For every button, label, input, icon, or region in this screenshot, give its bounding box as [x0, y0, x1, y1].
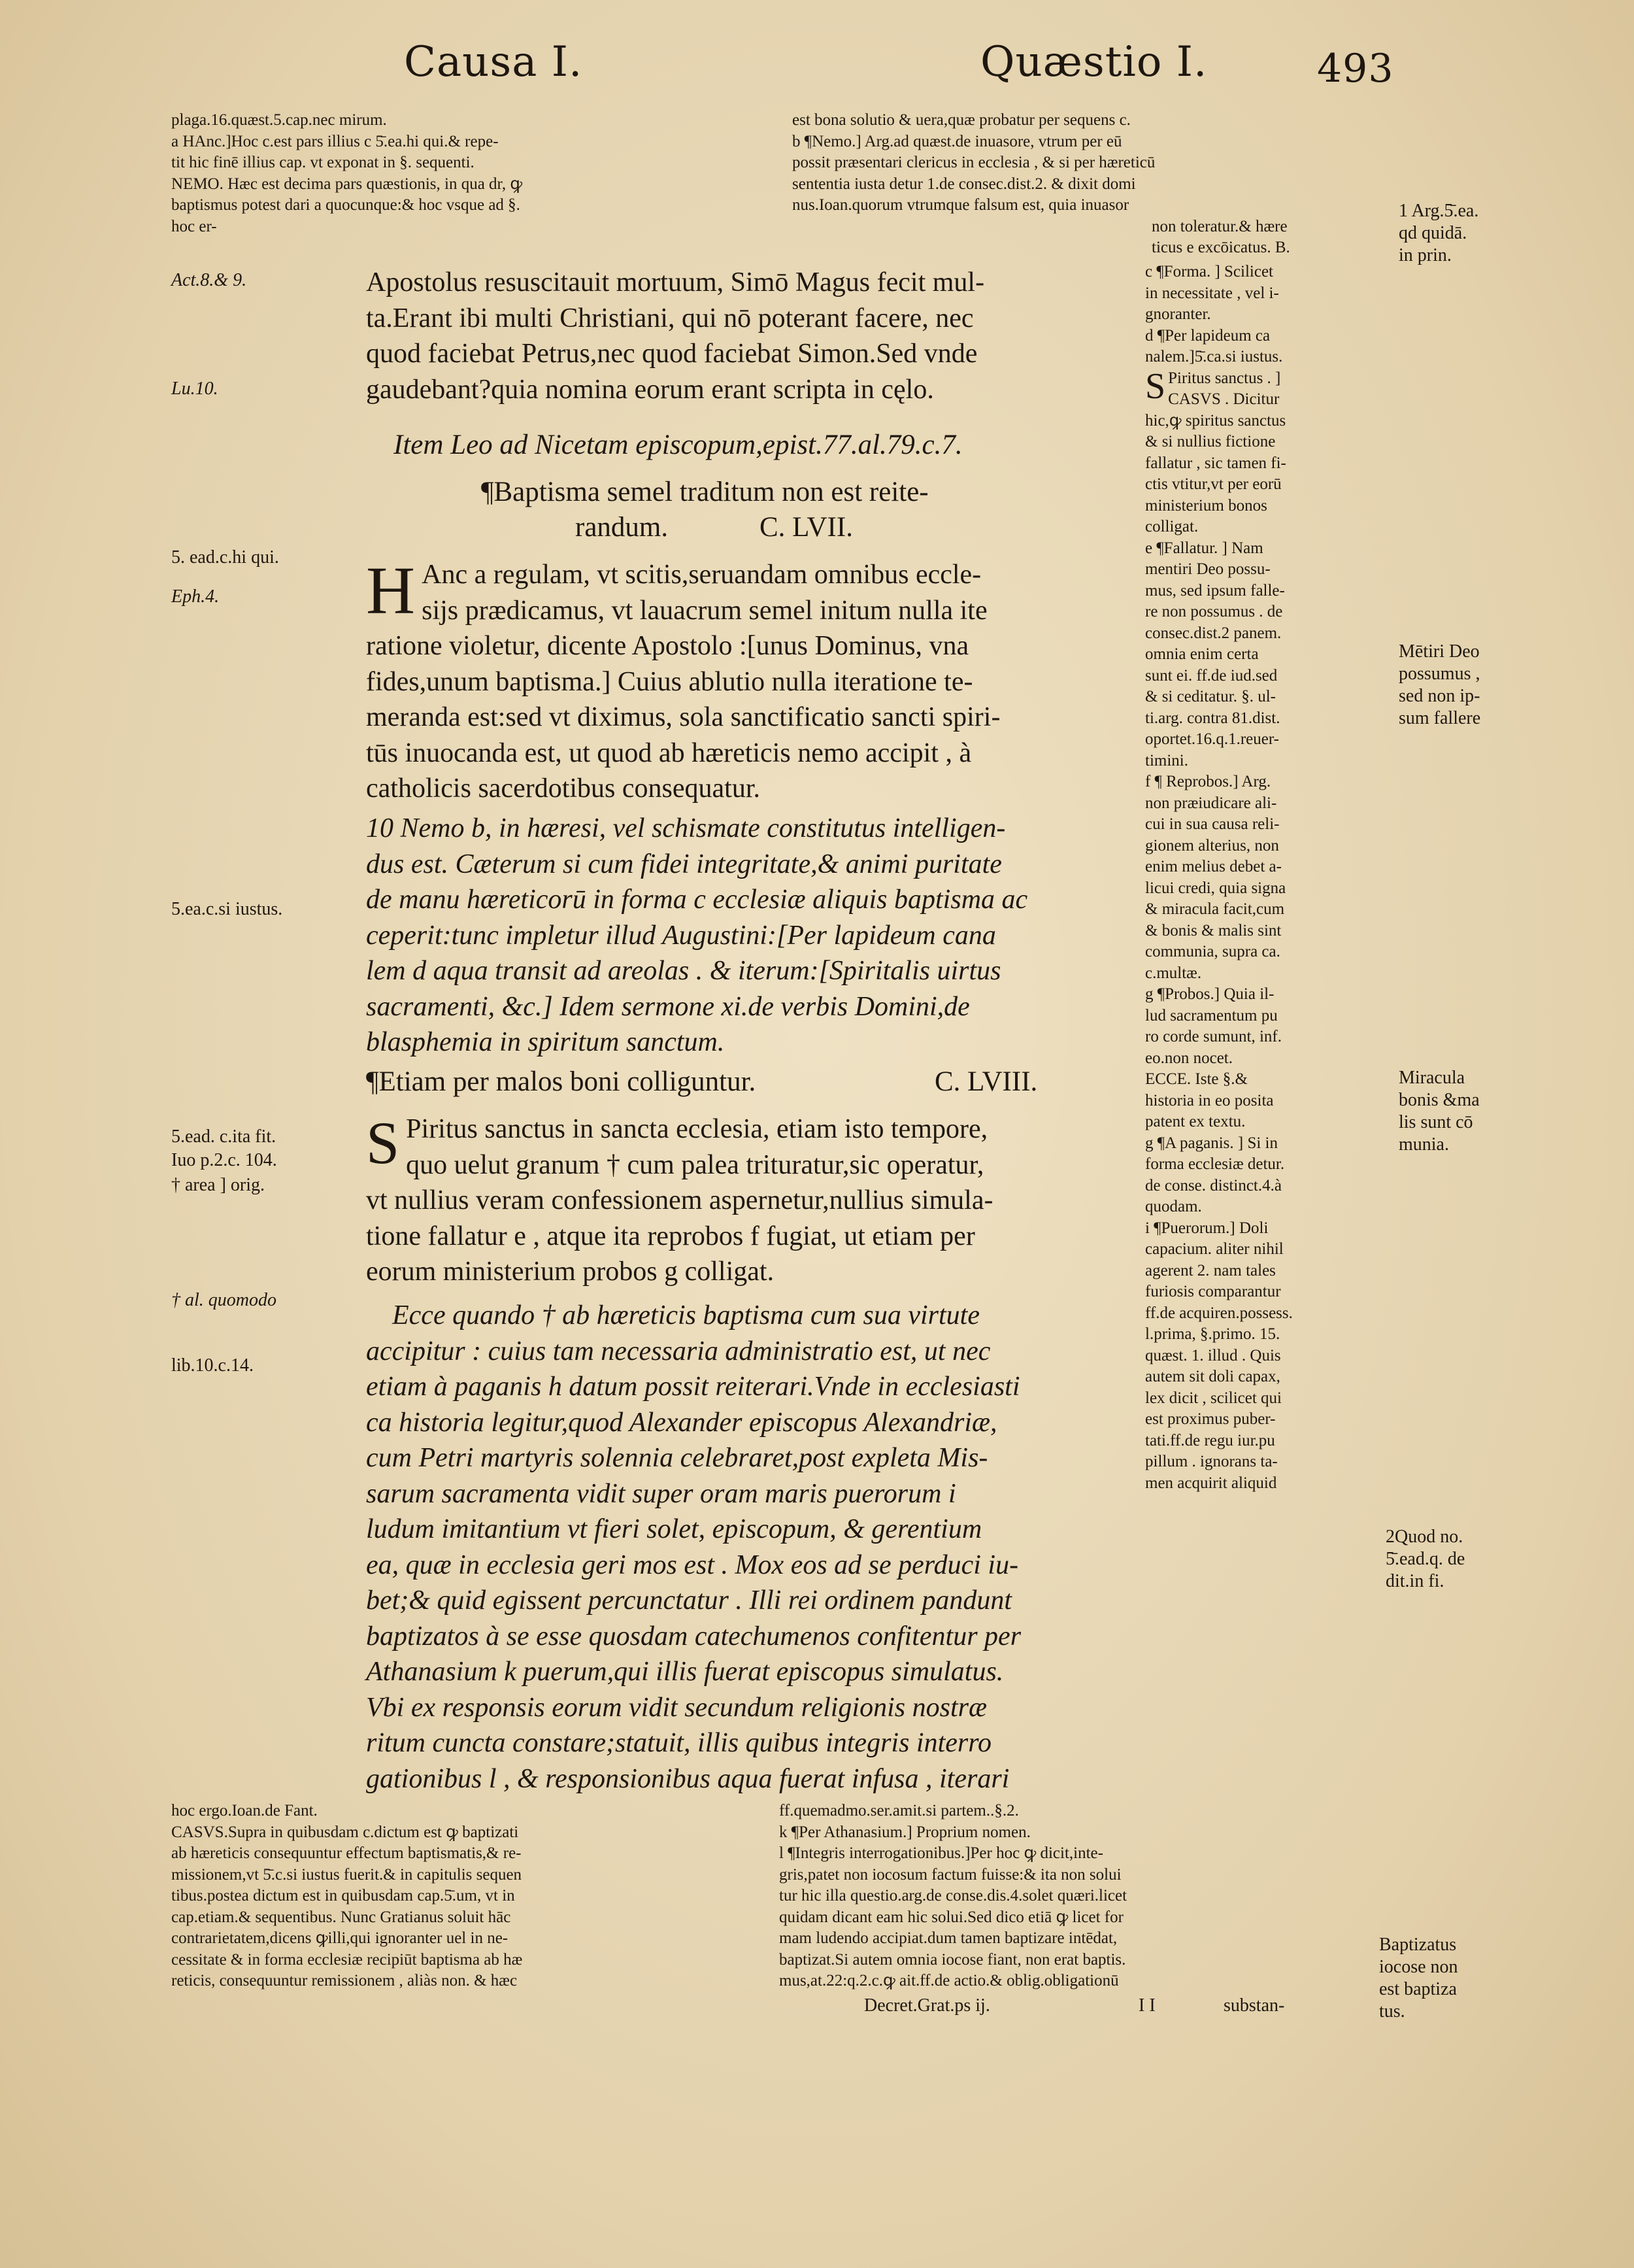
gloss-line: est bona solutio & uera,quæ probatur per sequens c. — [792, 111, 1131, 129]
chapter-58-summary: ¶Etiam per malos boni colliguntur. — [366, 1066, 756, 1097]
catchword-number: I I — [1139, 1995, 1156, 2016]
gloss-line: reticis, consequuntur remissionem , aliàs non. & hæc — [171, 1972, 518, 1989]
gloss-line: furiosis comparantur — [1145, 1283, 1281, 1300]
gloss-line: NEMO. Hæc est decima pars quæstionis, in qua dr, ꝙ — [171, 175, 523, 193]
gloss-line: hic,ꝙ spiritus sanctus — [1145, 411, 1286, 430]
gloss-line: CASVS . Dicitur — [1168, 390, 1280, 408]
text-line: ludum imitantium vt fieri solet, episcopum, & gerentium — [366, 1514, 982, 1544]
gloss-line: non toleratur.& hære — [1152, 217, 1288, 235]
ecce-paragraph — [366, 1298, 1124, 1797]
gloss-line: g ¶A paganis. ] Si in — [1145, 1134, 1278, 1152]
nemo-paragraph — [366, 811, 1124, 1060]
gloss-line: nus.Ioan.quorum vtrumque falsum est, quia inuasor — [792, 196, 1129, 214]
gloss-line: omnia enim certa — [1145, 645, 1259, 663]
text-line: sarum sacramenta vidit super oram maris puerorum i — [366, 1478, 956, 1509]
gloss-line: tit hic finē illius cap. vt exponat in §. sequenti. — [171, 154, 475, 171]
gloss-line: enim melius debet a- — [1145, 858, 1282, 875]
text-line: de manu hæreticorū in forma c ecclesiæ aliquis baptisma ac — [366, 885, 1028, 915]
gloss-line: ff.quemadmo.ser.amit.si partem..§.2. — [779, 1802, 1019, 1819]
gloss-line: capacium. aliter nihil — [1145, 1240, 1284, 1258]
gloss-line: licui credi, quia signa — [1145, 879, 1286, 897]
margin-line: Miracula — [1399, 1068, 1465, 1088]
margin-line: dit.in fi. — [1386, 1571, 1444, 1591]
gloss-line: & si nullius fictione — [1145, 433, 1276, 450]
text-line: Apostolus resuscitauit mortuum, Simō Magus fecit mul- — [366, 267, 985, 297]
text-line: sacramenti, &c.] Idem sermone xi.de verbis Domini,de — [366, 991, 970, 1022]
text-line: meranda est:sed vt diximus, sola sanctificatio sancti spiri- — [366, 702, 1001, 732]
gloss-line: mentiri Deo possu- — [1145, 560, 1271, 578]
gloss-line: e ¶Fallatur. ] Nam — [1145, 539, 1263, 557]
text-line: dus est. Cæterum si cum fidei integritate,& animi puritate — [366, 849, 1002, 879]
gloss-line: autem sit doli capax, — [1145, 1368, 1280, 1385]
gloss-line: de conse. distinct.4.à — [1145, 1176, 1282, 1194]
gloss-line: cessitate & in forma ecclesiæ recipiūt baptisma ab hæ — [171, 1950, 523, 1969]
margin-line: munia. — [1399, 1134, 1449, 1155]
text-line: ca historia legitur,quod Alexander episcopus Alexandriæ, — [366, 1407, 997, 1438]
gloss-line: l.prima, §.primo. 15. — [1145, 1325, 1280, 1343]
margin-line: bonis &ma — [1399, 1090, 1480, 1110]
gloss-probos — [1145, 984, 1387, 1069]
drop-cap-h: H — [366, 553, 416, 628]
gloss-line: ticus e excōicatus. B. — [1152, 239, 1290, 256]
gloss-line: agerent 2. nam tales — [1145, 1261, 1276, 1279]
text-line: ceperit:tunc impletur illud Augustini:[Per lapideum cana — [366, 920, 996, 951]
text-line: baptizatos à se esse quosdam catechumenos confitentur per — [366, 1621, 1022, 1651]
bottom-gloss-right — [779, 1801, 1380, 1992]
gloss-line: men acquirit aliquid — [1145, 1474, 1277, 1492]
gloss-line: k ¶Per Athanasium.] Proprium nomen. — [779, 1823, 1031, 1841]
gloss-forma — [1145, 262, 1387, 326]
gloss-spiritus — [1145, 365, 1387, 538]
running-head-left: Causa I. — [404, 38, 583, 86]
gloss-line: hoc er- — [171, 217, 217, 235]
margin-note-quomodo: † al. quomodo — [171, 1290, 276, 1310]
margin-note-hi-qui: 5. ead.c.hi qui. — [171, 547, 279, 567]
gloss-line: est proximus puber- — [1145, 1410, 1276, 1428]
text-line: sijs prædicamus, vt lauacrum semel initum nulla ite — [422, 595, 988, 626]
margin-note-area: † area ] orig. — [171, 1175, 265, 1195]
gloss-line: plaga.16.quæst.5.cap.nec mirum. — [171, 111, 387, 129]
gloss-line: forma ecclesiæ detur. — [1145, 1155, 1285, 1173]
margin-line: est baptiza — [1379, 1979, 1457, 1999]
gloss-line: timini. — [1145, 751, 1188, 770]
folio-number: 493 — [1317, 46, 1394, 92]
margin-line: lis sunt cō — [1399, 1112, 1473, 1132]
gloss-line: CASVS.Supra in quibusdam c.dictum est ꝙ baptizati — [171, 1823, 519, 1841]
intro-text — [366, 265, 1124, 407]
text-line: cum Petri martyris solennia celebraret,post expleta Mis- — [366, 1443, 988, 1473]
gloss-line: & bonis & malis sint — [1145, 921, 1282, 939]
text-line: 10 Nemo b, in hæresi, vel schismate constitutus intelligen- — [366, 813, 1006, 843]
margin-line: Baptizatus — [1379, 1935, 1457, 1955]
top-gloss-left — [171, 110, 779, 237]
gloss-line: possit præsentari clericus in ecclesia , & si per hæreticū — [792, 154, 1156, 171]
gloss-line: & miracula facit,cum — [1145, 900, 1285, 918]
margin-note-acts: Act.8.& 9. — [171, 270, 247, 290]
gloss-line: quæst. 1. illud . Quis — [1145, 1346, 1281, 1364]
margin-note-si-iustus: 5.ea.c.si iustus. — [171, 899, 283, 919]
gloss-paganis — [1145, 1133, 1387, 1218]
gloss-line: tati.ff.de regu iur.pu — [1145, 1431, 1275, 1449]
gloss-line: oportet.16.q.1.reuer- — [1145, 730, 1279, 748]
gloss-line: historia in eo posita — [1145, 1091, 1274, 1109]
text-line: eorum ministerium probos g colligat. — [366, 1257, 775, 1287]
margin-line: tus. — [1379, 2001, 1405, 2022]
rubric-leo: Item Leo ad Nicetam episcopum,epist.77.al.79.c.7. — [393, 430, 963, 460]
text-line: Ecce quando † ab hæreticis baptisma cum sua virtute — [392, 1300, 980, 1330]
gloss-line: gionem alterius, non — [1145, 836, 1279, 855]
gloss-line: tibus.postea dictum est in quibusdam cap.5̄.um, vt in — [171, 1887, 515, 1904]
gloss-line: d ¶Per lapideum ca — [1145, 326, 1271, 345]
text-line: gaudebant?quia nomina eorum erant scripta in cęlo. — [366, 374, 934, 405]
chapter-57-summary: ¶Baptisma semel traditum non est reite- — [481, 477, 929, 507]
far-margin-mentiri — [1399, 641, 1480, 730]
gloss-line: patent ex textu. — [1145, 1113, 1246, 1130]
far-margin-quod-no — [1386, 1526, 1465, 1593]
margin-line: 5̄.ead.q. de — [1386, 1549, 1465, 1569]
text-line: Vbi ex responsis eorum vidit secundum religionis nostræ — [366, 1692, 987, 1723]
text-line: accipitur : cuius tam necessaria administratio est, ut nec — [366, 1336, 991, 1366]
gloss-ecce — [1145, 1069, 1387, 1133]
gloss-line: missionem,vt 5̄.c.si iustus fuerit.& in capitulis sequen — [171, 1865, 522, 1884]
gloss-reprobos — [1145, 771, 1387, 984]
gloss-line: c.multæ. — [1145, 964, 1202, 982]
gloss-line: ro corde sumunt, inf. — [1145, 1028, 1282, 1045]
gloss-drop-cap-s: S — [1145, 365, 1166, 407]
bottom-gloss-left — [171, 1801, 773, 1992]
gloss-line: ctis vtitur,vt per eorū — [1145, 475, 1282, 493]
gloss-line: nalem.]5̄.ca.si iustus. — [1145, 348, 1283, 365]
gloss-line: mus, sed ipsum falle- — [1145, 581, 1285, 600]
right-gloss-column — [1145, 262, 1387, 1494]
margin-line: qd quidā. — [1399, 223, 1467, 243]
text-line: blasphemia in spiritum sanctum. — [366, 1027, 725, 1057]
gloss-line: mus,at.22:q.2.c.ꝙ ait.ff.de actio.& oblig.obligationū — [779, 1972, 1119, 1989]
text-line: vt nullius veram confessionem aspernetur,nullius simula- — [366, 1185, 993, 1215]
margin-line: iocose non — [1379, 1957, 1458, 1977]
text-line: bet;& quid egissent percunctatur . Illi rei ordinem pandunt — [366, 1585, 1012, 1616]
gloss-line: ministerium bonos — [1145, 496, 1267, 515]
signature-mark: Decret.Grat.ps ij. — [864, 1995, 990, 2016]
catchword: substan- — [1224, 1995, 1285, 2016]
gloss-line: ECCE. Iste §.& — [1145, 1070, 1248, 1088]
far-margin-arg — [1399, 200, 1478, 267]
margin-note-ita-fit: 5.ead. c.ita fit. — [171, 1126, 276, 1147]
gloss-line: in necessitate , vel i- — [1145, 284, 1279, 302]
margin-line: sed non ip- — [1399, 686, 1480, 706]
gloss-line: baptizat.Si autem omnia iocose fiant, non erat baptis. — [779, 1950, 1126, 1969]
top-gloss-right — [792, 110, 1400, 259]
gloss-fallatur — [1145, 538, 1387, 772]
gloss-line: quidam dicant eam hic solui.Sed dico etiā ꝙ licet for — [779, 1908, 1124, 1926]
margin-line: in prin. — [1399, 245, 1452, 265]
gloss-line: pillum . ignorans ta- — [1145, 1453, 1278, 1470]
text-line: Piritus sanctus in sancta ecclesia, etiam isto tempore, — [406, 1114, 988, 1144]
text-line: tione fallatur e , atque ita reprobos f fugiat, ut etiam per — [366, 1221, 975, 1251]
gloss-puerorum — [1145, 1218, 1387, 1495]
text-line: ritum cuncta constare;statuit, illis quibus integris interro — [366, 1728, 992, 1758]
text-line: quo uelut granum † cum palea trituratur,sic operatur, — [406, 1149, 984, 1180]
chapter-57-summary-cont: randum. — [575, 512, 669, 543]
gloss-line: eo.non nocet. — [1145, 1049, 1233, 1067]
gloss-line: baptismus potest dari a quocunque:& hoc vsque ad §. — [171, 196, 520, 214]
gloss-line: gris,patet non iocosum factum fuisse:& ita non solui — [779, 1865, 1122, 1884]
text-line: etiam à paganis h datum possit reiterari.Vnde in ecclesiasti — [366, 1372, 1020, 1402]
margin-note-lib10: lib.10.c.14. — [171, 1355, 254, 1376]
gloss-line: sunt ei. ff.de iud.sed — [1145, 666, 1278, 685]
text-line: lem d aqua transit ad areolas . & iterum:[Spiritalis uirtus — [366, 956, 1001, 986]
text-line: gationibus l , & responsionibus aqua fuerat infusa , iterari — [366, 1763, 1010, 1794]
text-line: ratione violetur, dicente Apostolo :[unus Dominus, vna — [366, 631, 969, 661]
gloss-line: contrarietatem,dicens ꝙilli,qui ignoranter uel in ne- — [171, 1929, 509, 1947]
margin-line: possumus , — [1399, 664, 1480, 684]
margin-note-luke: Lu.10. — [171, 379, 218, 399]
margin-note-ivo: Iuo p.2.c. 104. — [171, 1150, 277, 1170]
gloss-line: sententia iusta detur 1.de consec.dist.2. & dixit domi — [792, 175, 1136, 193]
gloss-line: b ¶Nemo.] Arg.ad quæst.de inuasore, vtrum per eū — [792, 132, 1122, 150]
gloss-line: a HAnc.]Hoc c.est pars illius c 5̄.ea.hi qui.& repe- — [171, 132, 499, 150]
gloss-line: tur hic illa questio.arg.de conse.dis.4.solet quæri.licet — [779, 1887, 1127, 1904]
gloss-line: gnoranter. — [1145, 305, 1211, 323]
chapter-58-number: C. LVIII. — [935, 1066, 1038, 1097]
margin-line: Mētiri Deo — [1399, 641, 1480, 662]
gloss-line: non præiudicare ali- — [1145, 794, 1277, 812]
far-margin-miracula — [1399, 1067, 1480, 1156]
gloss-line: re non possumus . de — [1145, 603, 1283, 620]
chapter-58-text — [366, 1111, 1124, 1290]
margin-line: 1 Arg.5̄.ea. — [1399, 201, 1479, 221]
margin-note-eph: Eph.4. — [171, 586, 220, 607]
gloss-line: c ¶Forma. ] Scilicet — [1145, 263, 1273, 280]
gloss-line: ff.de acquiren.possess. — [1145, 1304, 1293, 1322]
gloss-line: ti.arg. contra 81.dist. — [1145, 709, 1280, 727]
text-line: tūs inuocanda est, ut quod ab hæreticis nemo accipit , à — [366, 737, 972, 768]
gloss-line: ab hæreticis consequuntur effectum baptismatis,& re- — [171, 1844, 522, 1862]
margin-line: sum fallere — [1399, 708, 1481, 728]
gloss-line: quodam. — [1145, 1198, 1202, 1215]
gloss-line: lud sacramentum pu — [1145, 1006, 1278, 1024]
gloss-line: colligat. — [1145, 518, 1199, 535]
gloss-line: cap.etiam.& sequentibus. Nunc Gratianus soluit hāc — [171, 1908, 511, 1926]
text-line: Athanasium k puerum,qui illis fuerat episcopus simulatus. — [366, 1657, 1004, 1687]
far-margin-baptizatus — [1379, 1934, 1458, 2023]
gloss-line: hoc ergo.Ioan.de Fant. — [171, 1802, 318, 1819]
text-line: quod faciebat Petrus,nec quod faciebat Simon.Sed vnde — [366, 339, 978, 369]
text-line: fides,unum baptisma.] Cuius ablutio nulla iteratione te- — [366, 666, 973, 697]
gloss-line: communia, supra ca. — [1145, 943, 1280, 960]
text-line: Anc a regulam, vt scitis,seruandam omnibus eccle- — [422, 560, 982, 590]
text-line: ta.Erant ibi multi Christiani, qui nō poterant facere, nec — [366, 303, 974, 333]
gloss-line: Piritus sanctus . ] — [1168, 369, 1281, 387]
text-line: catholicis sacerdotibus consequatur. — [366, 773, 760, 804]
gloss-line: mam ludendo accipiat.dum tamen baptizare intēdat, — [779, 1929, 1118, 1947]
gloss-line: consec.dist.2 panem. — [1145, 624, 1282, 642]
gloss-line: fallatur , sic tamen fi- — [1145, 454, 1286, 472]
gloss-line: l ¶Integris interrogationibus.]Per hoc ꝙ dicit,inte- — [779, 1844, 1103, 1862]
drop-cap-s: S — [366, 1109, 400, 1176]
gloss-line: & si ceditatur. §. ul- — [1145, 688, 1276, 705]
text-line: ea, quæ in ecclesia geri mos est . Mox eos ad se perduci iu- — [366, 1549, 1019, 1580]
gloss-line: cui in sua causa reli- — [1145, 815, 1280, 833]
gloss-line: g ¶Probos.] Quia il- — [1145, 985, 1275, 1003]
margin-line: 2Quod no. — [1386, 1527, 1463, 1547]
gloss-line: f ¶ Reprobos.] Arg. — [1145, 773, 1271, 790]
gloss-line: lex dicit , scilicet qui — [1145, 1389, 1282, 1407]
chapter-57-text — [366, 553, 1124, 807]
gloss-line: i ¶Puerorum.] Doli — [1145, 1219, 1269, 1237]
chapter-57-number: C. LVII. — [759, 512, 853, 543]
gloss-lapideum — [1145, 326, 1387, 368]
running-head-right: Quæstio I. — [980, 38, 1208, 86]
